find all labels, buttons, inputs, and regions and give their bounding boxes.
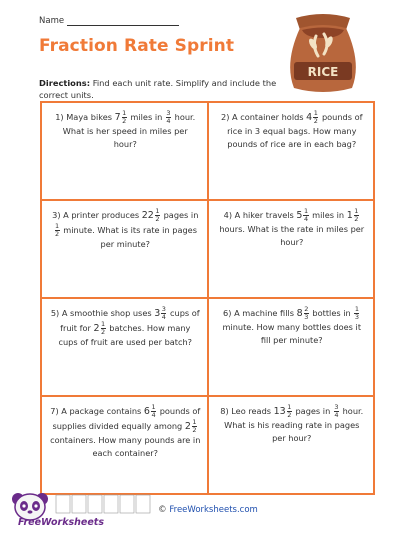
mixed-number-whole: 1 xyxy=(346,210,353,221)
problem-number: 7) xyxy=(50,406,59,416)
problem-text: A smoothie shop uses xyxy=(61,308,155,318)
site-link[interactable]: FreeWorksheets.com xyxy=(169,505,258,515)
problem-text: A printer produces xyxy=(63,210,142,220)
fraction xyxy=(303,208,308,223)
name-line[interactable] xyxy=(67,17,179,26)
problem-text: batches. How many cups of fruit are used per batch? xyxy=(58,323,193,347)
problem-text: minute. What is its rate in pages per minute? xyxy=(60,225,197,249)
problem-text: A hiker travels xyxy=(234,210,297,220)
fraction-numerator: 1 xyxy=(354,305,359,313)
mixed-number-whole: 5 xyxy=(296,210,303,221)
problem-text: containers. How many pounds are in each container? xyxy=(50,435,201,458)
fraction-denominator: 2 xyxy=(192,426,197,434)
fraction-numerator: 1 xyxy=(192,418,197,426)
fraction xyxy=(304,306,309,321)
fraction xyxy=(161,306,166,321)
footer-link[interactable] xyxy=(0,505,416,515)
fraction-numerator: 1 xyxy=(354,207,359,215)
fraction-numerator: 1 xyxy=(313,109,318,117)
mixed-number-whole: 7 xyxy=(114,112,121,123)
problem-text: pounds of rice in 3 equal bags. How many pounds of rice are in each bag? xyxy=(227,112,363,149)
fraction-numerator: 3 xyxy=(166,109,171,117)
fraction-numerator: 1 xyxy=(122,109,127,117)
name-label: Name xyxy=(39,16,65,26)
fraction-numerator: 1 xyxy=(101,320,106,328)
fraction-numerator: 3 xyxy=(334,403,339,411)
problem-text: pages in xyxy=(161,210,199,220)
problem-number: 3) xyxy=(52,210,61,220)
fraction xyxy=(354,306,359,321)
problem-cell[interactable] xyxy=(41,102,208,200)
mixed-number-whole: 8 xyxy=(296,308,303,319)
fraction-numerator: 2 xyxy=(304,305,309,313)
brand-name: FreeWorksheets xyxy=(18,517,105,528)
fraction xyxy=(155,208,160,223)
problem-number: 5) xyxy=(50,308,60,318)
mixed-number-whole: 2 xyxy=(93,323,100,334)
directions-text: Find each unit rate. Simplify and include the correct units. xyxy=(39,78,277,100)
problem-number: 4) xyxy=(223,210,233,220)
mixed-number-whole: 2 xyxy=(184,421,191,432)
directions xyxy=(39,77,279,101)
fraction xyxy=(334,404,339,419)
problem-number: 8) xyxy=(220,406,229,416)
fraction xyxy=(122,110,127,125)
page-title: Fraction Rate Sprint xyxy=(39,36,235,56)
problem-text: A package contains xyxy=(61,406,144,416)
fraction-denominator: 2 xyxy=(101,328,106,336)
name-field xyxy=(39,16,179,26)
fraction-denominator: 2 xyxy=(55,230,60,238)
problem-cell[interactable] xyxy=(208,396,375,494)
problem-cell[interactable] xyxy=(41,298,208,396)
fraction xyxy=(151,404,156,419)
fraction-numerator: 1 xyxy=(287,403,292,411)
problem-text: Leo reads xyxy=(231,406,274,416)
fraction-numerator: 3 xyxy=(161,305,166,313)
fraction-denominator: 4 xyxy=(151,411,156,419)
problem-cell[interactable] xyxy=(41,396,208,494)
problem-cell[interactable] xyxy=(208,200,375,298)
fraction-numerator: 1 xyxy=(303,207,309,215)
problem-text: pounds of supplies divided equally among xyxy=(52,406,201,431)
directions-label: Directions: xyxy=(39,78,91,88)
rice-sack-icon xyxy=(282,8,364,94)
problem-text: hour. What is his reading rate in pages per hour? xyxy=(224,406,364,443)
problem-text: bottles in xyxy=(309,308,354,318)
mixed-number-whole: 6 xyxy=(143,406,150,417)
problem-text: A container holds xyxy=(232,112,307,122)
fraction xyxy=(313,110,318,125)
mixed-number-whole: 3 xyxy=(154,308,161,319)
problem-text: pages in xyxy=(292,406,333,416)
fraction xyxy=(55,223,60,238)
mixed-number-whole: 13 xyxy=(273,406,286,417)
mixed-number-whole: 4 xyxy=(306,112,313,123)
fraction xyxy=(354,208,359,223)
fraction-denominator: 4 xyxy=(334,411,339,419)
fraction-denominator: 2 xyxy=(354,215,359,223)
fraction-denominator: 2 xyxy=(313,117,318,125)
problem-text: hour. What is her speed in miles per hour? xyxy=(62,112,196,149)
fraction-denominator: 3 xyxy=(354,313,359,321)
fraction-denominator: 3 xyxy=(304,313,309,321)
problem-cell[interactable] xyxy=(208,298,375,396)
problem-text: miles in xyxy=(127,112,165,122)
problem-text: hours. What is the rate in miles per hour? xyxy=(219,224,365,247)
fraction xyxy=(192,419,197,434)
sack-label: RICE xyxy=(307,65,339,79)
fraction xyxy=(287,404,292,419)
fraction-denominator: 4 xyxy=(303,215,309,223)
problem-text: minute. How many bottles does it fill per minute? xyxy=(222,322,362,345)
copyright-symbol: © xyxy=(158,505,167,515)
fraction-denominator: 2 xyxy=(122,117,127,125)
problem-text: miles in xyxy=(309,210,347,220)
problem-number: 1) xyxy=(55,112,64,122)
fraction-denominator: 2 xyxy=(155,215,160,223)
problem-text: cups of fruit for xyxy=(60,308,200,333)
fraction-denominator: 2 xyxy=(287,411,292,419)
problem-number: 6) xyxy=(223,308,232,318)
problem-cell[interactable] xyxy=(41,200,208,298)
problem-number: 2) xyxy=(221,112,230,122)
fraction-numerator: 1 xyxy=(55,222,60,230)
problem-cell[interactable] xyxy=(208,102,375,200)
fraction-denominator: 4 xyxy=(161,313,166,321)
problem-text: A machine fills xyxy=(234,308,297,318)
fraction xyxy=(101,321,106,336)
problem-grid xyxy=(40,101,375,495)
fraction-denominator: 4 xyxy=(166,117,171,125)
mixed-number-whole: 22 xyxy=(141,210,154,221)
fraction-numerator: 1 xyxy=(151,403,156,411)
problem-text: Maya bikes xyxy=(66,112,115,122)
fraction-numerator: 1 xyxy=(155,207,160,215)
fraction xyxy=(166,110,171,125)
